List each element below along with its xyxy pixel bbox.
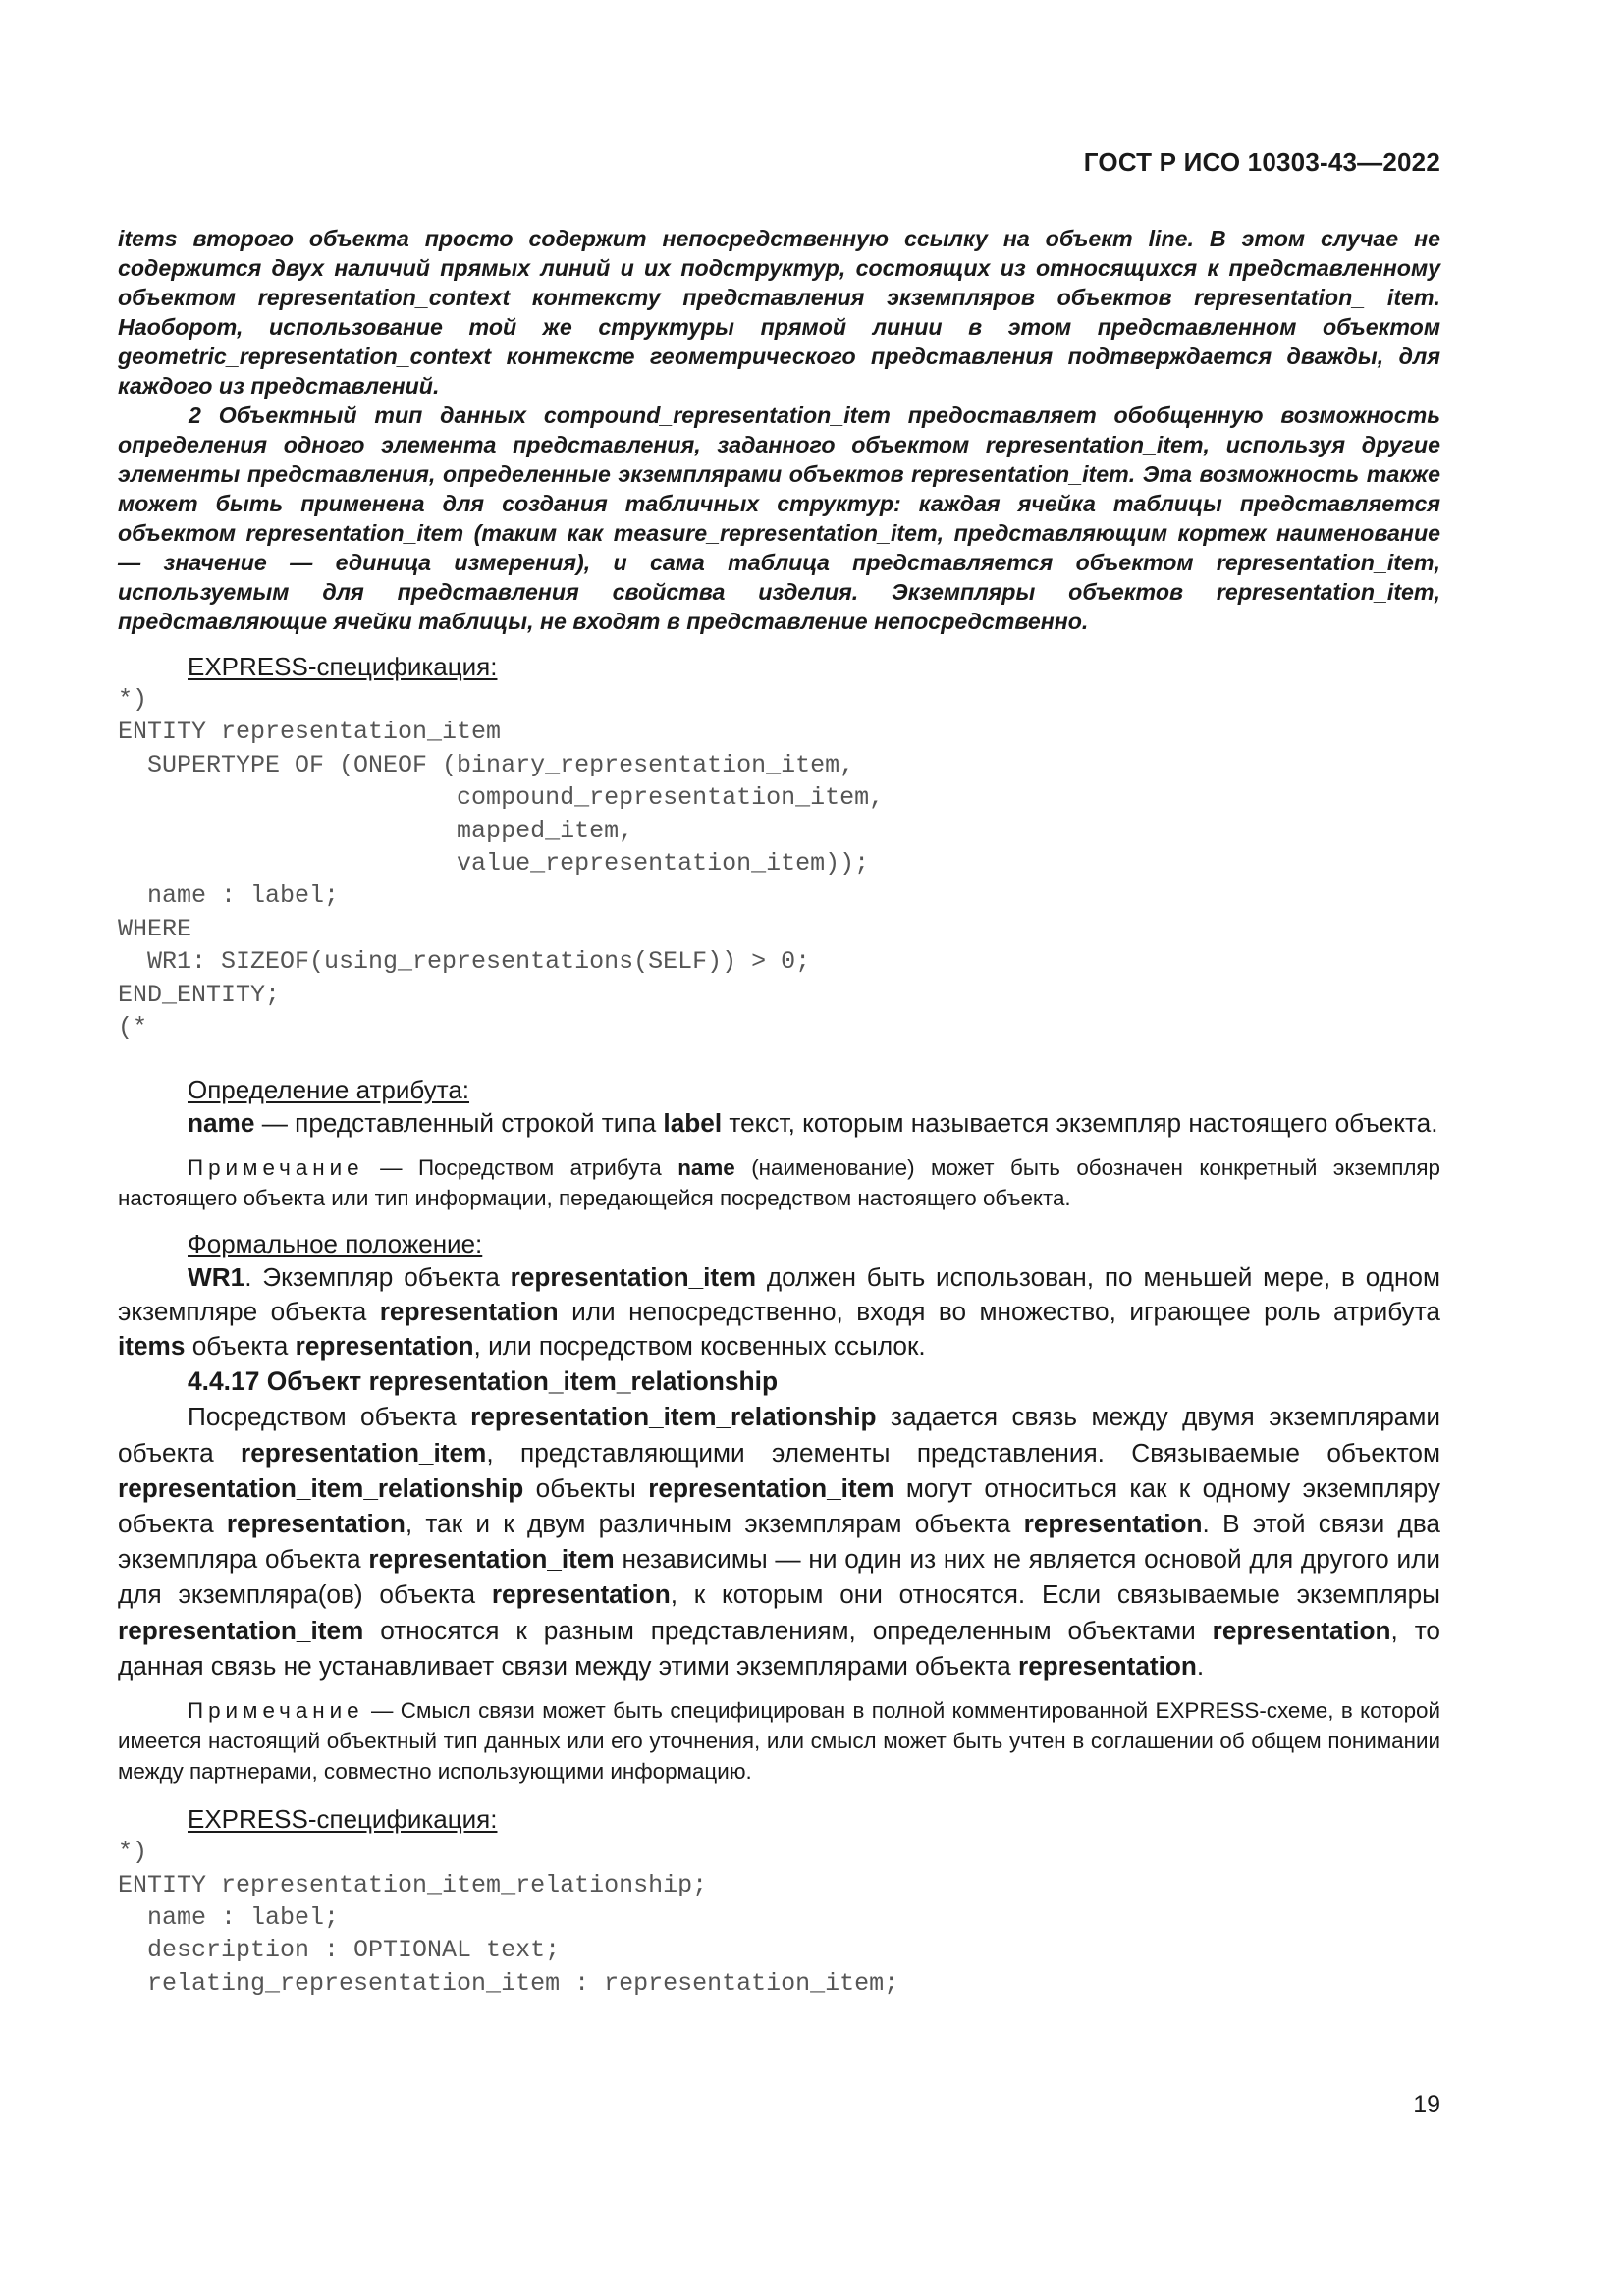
attribute-definition-label: Определение атрибута: xyxy=(188,1075,470,1105)
express-spec-label-2: EXPRESS-спецификация: xyxy=(188,1804,498,1835)
note-3: Примечание — Посредством атрибута name (наименование) может быть обозначен конкретный экземпляр настоящего объекта или тип информации, передающейся посредством настоящего объекта. xyxy=(118,1155,1440,1211)
formal-proposition-wr1: WR1. Экземпляр объекта representation_item должен быть использован, по меньшей мере, в одном экземпляре объекта representation или непосредственно, входя во множество, играющее роль атрибута items объекта representation, или посредством косвенных ссылок. xyxy=(118,1262,1440,1362)
note-prefix: Примечание xyxy=(188,1155,364,1181)
express-spec-label-1: EXPRESS-спецификация: xyxy=(188,652,498,681)
page-number: 19 xyxy=(1413,2091,1440,2118)
note-prefix: Примечание xyxy=(188,1698,364,1724)
formal-proposition-label: Формальное положение: xyxy=(188,1229,483,1259)
note-1-continuation: items второго объекта просто содержит непосредственную ссылку на объект line. В этом случае не содержится двух наличий прямых линий и их подструктур, состоящих из относящихся к представленному объектом representation_context контексту представления экземпляров объектов representation_ item. Наоборот, использование той же структуры прямой линии в этом представленном объектом geometric_representation_context контексте геометрического представления подтверждается дважды, для каждого из представлений. xyxy=(118,226,1440,399)
keyword-label: label xyxy=(663,1108,723,1139)
section-heading-4-4-17: 4.4.17 Объект representation_item_relationship xyxy=(188,1366,779,1397)
express-code-block-1: *) ENTITY representation_item SUPERTYPE OF (ONEOF (binary_representation_item, compound_representation_item, mapped_item, value_representation_item)); name : label; WHERE WR1: SIZEOF(using_representations(SELF)) > 0; END_ENTITY; (* xyxy=(118,685,885,1042)
express-code-block-2: *) ENTITY representation_item_relationship; name : label; description : OPTIONAL text; relating_representation_item : representation_item; xyxy=(118,1838,899,1998)
term-name: name xyxy=(188,1108,255,1139)
page-content xyxy=(118,224,1440,2000)
relationship-paragraph: Посредством объекта representation_item_relationship задается связь между двумя экземплярами объекта representation_item, представляющими элементы представления. Связываемые объектом representation_item_relationship объекты representation_item могут относиться как к одному экземпляру объекта representation, так и к двум различным экземплярам объекта representation. В этой связи два экземпляра объекта representation_item независимы — ни один из них не является основой для другого или для экземпляра(ов) объекта representation, к которым они относятся. Если связываемые экземпляры representation_item относятся к разным представлениям, определенным объектами representation, то данная связь не устанавливает связи между этими экземплярами объекта representation. xyxy=(118,1402,1441,1681)
note-2: 2 Объектный тип данных compound_representation_item предоставляет обобщенную возможность определения одного элемента представления, заданного объектом representation_item, используя другие элементы представления, определенные экземплярами объектов representation_item. Эта возможность также может быть применена для создания табличных структур: каждая ячейка таблицы представляется объектом representation_item (таким как measure_representation_item, представляющим кортеж наименование — значение — единица измерения), и сама таблица представляется объектом representation_item, используемым для представления свойства изделия. Экземпляры объектов representation_item, представляющие ячейки таблицы, не входят в представление непосредственно. xyxy=(118,402,1440,634)
note-4: Примечание — Смысл связи может быть специфицирован в полной комментированной EXPRESS-схеме, в которой имеется настоящий объектный тип данных или его уточнения, или смысл может быть учтен в соглашении об общем понимании между партнерами, совместно использующими информацию. xyxy=(118,1698,1440,1785)
document-id-header: ГОСТ Р ИСО 10303-43—2022 xyxy=(1083,147,1440,177)
attribute-definition-name: name — представленный строкой типа label текст, которым называется экземпляр настоящего объекта. xyxy=(188,1108,1438,1139)
